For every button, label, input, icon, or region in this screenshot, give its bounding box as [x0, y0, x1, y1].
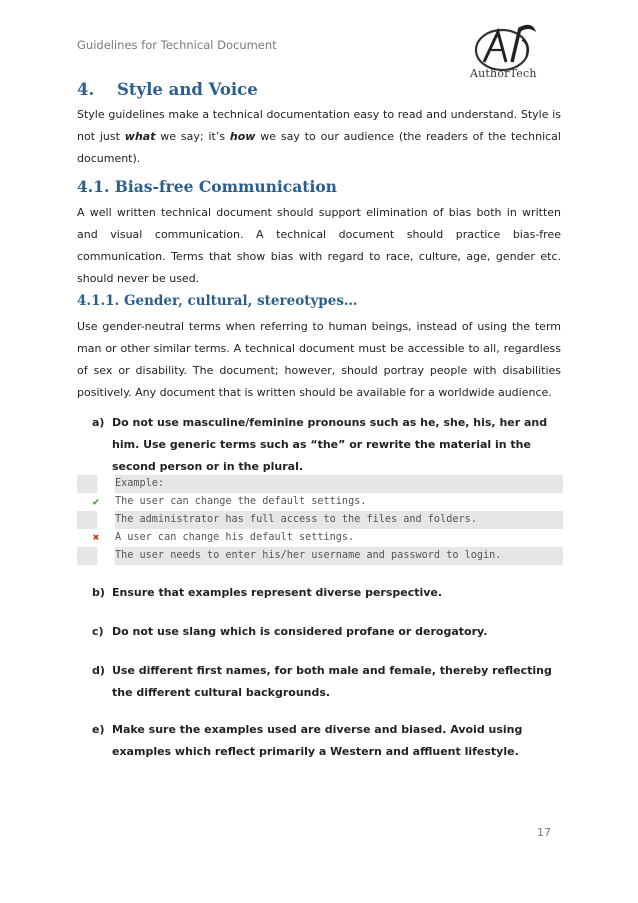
example-row: [77, 493, 563, 511]
example-text: The user needs to enter his/her username and password to login.: [115, 547, 563, 565]
example-row: [77, 529, 563, 547]
section-title: Style and Voice: [117, 80, 258, 99]
example-text: A user can change his default settings.: [115, 532, 355, 543]
list-text: Do not use masculine/feminine pronouns such as he, she, his, her and him. Use generic terms such as “the” or rewrite the material in the second person or in the plural.: [112, 416, 548, 473]
list-label: b): [92, 586, 105, 599]
para-text: we say to our audience (the readers of the technical document).: [77, 130, 561, 165]
list-label: a): [92, 416, 105, 429]
list-text: Use different first names, for both male and female, thereby reflecting the different cultural backgrounds.: [112, 664, 552, 699]
para-text: we say; it’s: [155, 130, 230, 143]
example-heading-row: [77, 475, 563, 493]
example-mark: [77, 529, 115, 547]
example-mark-empty: [77, 547, 115, 565]
list-label: d): [92, 664, 105, 677]
list-item-b: [92, 582, 564, 604]
para-text: Style guidelines make a technical documentation easy to read and understand. Style is not just: [77, 108, 561, 143]
example-heading: Example:: [115, 475, 563, 493]
example-row: [77, 547, 563, 565]
list-label: c): [92, 625, 104, 638]
logo-wordmark: AuthorTech: [470, 67, 537, 80]
section-heading-4-1: 4.1. Bias-free Communication: [77, 177, 337, 196]
cross-icon: ✖: [92, 531, 100, 544]
gender-paragraph: Use gender-neutral terms when referring to human beings, instead of using the term man or other similar terms. A technical document must be accessible to all, regardless of sex or disability. The document; however, should portray people with disabilities positively. Any document that is written should be available for a worldwide audience.: [77, 320, 561, 399]
list-text: Do not use slang which is considered profane or derogatory.: [112, 625, 488, 638]
section-number: 4.: [77, 80, 95, 99]
section-heading-4: [77, 80, 258, 99]
list-item-d: [92, 660, 564, 704]
example-mark-empty: [77, 511, 115, 529]
running-header: Guidelines for Technical Document: [77, 38, 277, 52]
example-box: [77, 475, 563, 565]
emphasis-what: what: [124, 130, 156, 143]
page-number: 17: [537, 826, 551, 839]
list-label: e): [92, 723, 105, 736]
example-row: [77, 511, 563, 529]
emphasis-how: how: [229, 130, 256, 143]
example-mark-empty: [77, 475, 115, 493]
list-text: Ensure that examples represent diverse perspective.: [112, 586, 443, 599]
list-item-a: [92, 412, 564, 478]
list-text: Make sure the examples used are diverse and biased. Avoid using examples which reflect primarily a Western and affluent lifestyle.: [112, 723, 523, 758]
list-item-e: [92, 719, 564, 763]
example-text: The user can change the default settings.: [115, 496, 367, 507]
list-item-c: [92, 621, 564, 643]
bias-free-paragraph: A well written technical document should support elimination of bias both in written and visual communication. A technical document should practice bias-free communication. Terms that show bias with regard to race, culture, age, gender etc. should never be used.: [77, 206, 561, 285]
section-heading-4-1-1: 4.1.1. Gender, cultural, stereotypes…: [77, 293, 358, 309]
style-paragraph: [77, 104, 561, 170]
example-text: The administrator has full access to the files and folders.: [115, 511, 563, 529]
example-mark: [77, 493, 115, 511]
check-icon: ✔: [92, 495, 100, 508]
